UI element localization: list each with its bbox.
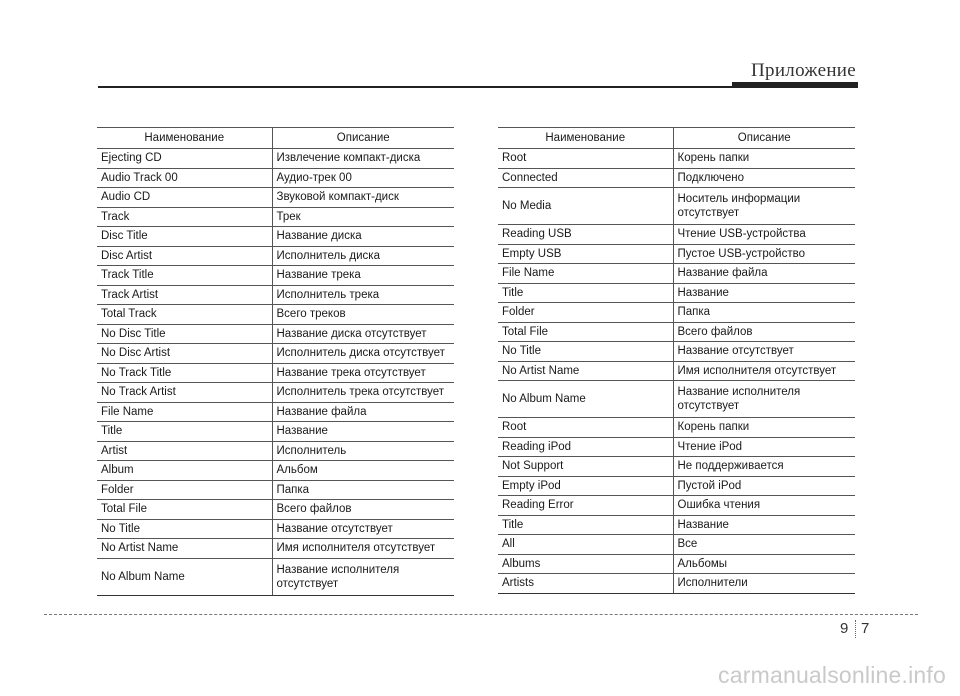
left-table-body xyxy=(97,149,454,596)
term-name-cell: No Title xyxy=(498,342,673,362)
table-row xyxy=(498,168,855,188)
watermark-text: carmanualsonline.info xyxy=(718,662,946,688)
table-row xyxy=(498,244,855,264)
term-name-cell: Album xyxy=(97,461,272,481)
table-row xyxy=(97,480,454,500)
footer-dashed-rule xyxy=(44,614,918,615)
term-name-cell: Reading Error xyxy=(498,496,673,516)
term-name-cell: Artist xyxy=(97,441,272,461)
term-name-cell: All xyxy=(498,535,673,555)
table-row xyxy=(498,381,855,418)
table-header-row xyxy=(97,128,454,149)
term-name-cell: Track Title xyxy=(97,266,272,286)
term-name-cell: Track xyxy=(97,207,272,227)
term-description-cell: Название диска отсутствует xyxy=(272,324,454,344)
table-row xyxy=(97,500,454,520)
table-row xyxy=(498,303,855,323)
term-name-cell: No Media xyxy=(498,188,673,225)
term-name-cell: Root xyxy=(498,149,673,169)
table-header-row xyxy=(498,128,855,149)
header-tab-bar xyxy=(732,82,858,88)
term-description-cell: Чтение USB-устройства xyxy=(673,225,855,245)
term-description-cell: Название отсутствует xyxy=(673,342,855,362)
term-description-cell: Извлечение компакт-диска xyxy=(272,149,454,169)
term-name-cell: Reading iPod xyxy=(498,437,673,457)
term-description-cell: Название исполнителя отсутствует xyxy=(673,381,855,418)
term-description-cell: Название xyxy=(272,422,454,442)
term-description-cell: Название трека отсутствует xyxy=(272,363,454,383)
table-row xyxy=(97,149,454,169)
term-name-cell: No Track Artist xyxy=(97,383,272,403)
term-description-cell: Носитель информации отсутствует xyxy=(673,188,855,225)
term-name-cell: Artists xyxy=(498,574,673,594)
term-description-cell: Исполнитель трека отсутствует xyxy=(272,383,454,403)
page-number: 7 xyxy=(861,620,870,637)
table-row xyxy=(498,361,855,381)
term-name-cell: Title xyxy=(97,422,272,442)
table-row xyxy=(498,264,855,284)
table-row xyxy=(498,496,855,516)
term-name-cell: No Disc Artist xyxy=(97,344,272,364)
table-row xyxy=(97,246,454,266)
table-row xyxy=(97,441,454,461)
term-description-cell: Имя исполнителя отсутствует xyxy=(673,361,855,381)
table-row xyxy=(97,168,454,188)
term-description-cell: Чтение iPod xyxy=(673,437,855,457)
table-row xyxy=(498,476,855,496)
table-row xyxy=(97,402,454,422)
table-row xyxy=(498,342,855,362)
table-row xyxy=(97,305,454,325)
term-name-cell: Disc Title xyxy=(97,227,272,247)
term-description-cell: Папка xyxy=(673,303,855,323)
table-row xyxy=(97,461,454,481)
table-row xyxy=(97,539,454,559)
table-row xyxy=(498,457,855,477)
term-description-cell: Всего файлов xyxy=(272,500,454,520)
term-name-cell: No Artist Name xyxy=(97,539,272,559)
term-description-cell: Название xyxy=(673,515,855,535)
term-name-cell: No Artist Name xyxy=(498,361,673,381)
term-description-cell: Исполнитель диска xyxy=(272,246,454,266)
table-row xyxy=(498,283,855,303)
table-row xyxy=(498,437,855,457)
term-name-cell: Reading USB xyxy=(498,225,673,245)
term-description-cell: Звуковой компакт-диск xyxy=(272,188,454,208)
term-name-cell: Title xyxy=(498,283,673,303)
term-description-cell: Исполнитель диска отсутствует xyxy=(272,344,454,364)
term-name-cell: No Album Name xyxy=(97,558,272,595)
table-row xyxy=(498,535,855,555)
term-description-cell: Название исполнителя отсутствует xyxy=(272,558,454,595)
term-name-cell: No Album Name xyxy=(498,381,673,418)
term-description-cell: Ошибка чтения xyxy=(673,496,855,516)
term-description-cell: Имя исполнителя отсутствует xyxy=(272,539,454,559)
term-name-cell: Audio CD xyxy=(97,188,272,208)
table-row xyxy=(97,285,454,305)
term-name-cell: Not Support xyxy=(498,457,673,477)
table-row xyxy=(498,515,855,535)
right-table-body xyxy=(498,149,855,594)
table-row xyxy=(97,344,454,364)
term-name-cell: Total File xyxy=(97,500,272,520)
term-description-cell: Название трека xyxy=(272,266,454,286)
term-name-cell: Total Track xyxy=(97,305,272,325)
term-description-cell: Не поддерживается xyxy=(673,457,855,477)
term-name-cell: Empty iPod xyxy=(498,476,673,496)
term-description-cell: Подключено xyxy=(673,168,855,188)
term-description-cell: Трек xyxy=(272,207,454,227)
term-description-cell: Корень папки xyxy=(673,418,855,438)
term-description-cell: Название файла xyxy=(673,264,855,284)
table-row xyxy=(97,383,454,403)
table-row xyxy=(498,322,855,342)
term-name-cell: Connected xyxy=(498,168,673,188)
term-description-cell: Название xyxy=(673,283,855,303)
section-title: Приложение xyxy=(751,60,856,81)
table-row xyxy=(498,574,855,594)
term-description-cell: Папка xyxy=(272,480,454,500)
term-name-cell: Albums xyxy=(498,554,673,574)
term-name-cell: Track Artist xyxy=(97,285,272,305)
table-row xyxy=(97,558,454,595)
right-terms-table xyxy=(498,127,855,594)
table-row xyxy=(97,363,454,383)
term-description-cell: Корень папки xyxy=(673,149,855,169)
table-row xyxy=(97,188,454,208)
term-description-cell: Название файла xyxy=(272,402,454,422)
left-terms-table xyxy=(97,127,454,596)
table-row xyxy=(498,149,855,169)
term-name-cell: Ejecting CD xyxy=(97,149,272,169)
page-chapter-number: 9 xyxy=(840,620,849,637)
table-row xyxy=(97,324,454,344)
page-number-separator xyxy=(855,620,856,638)
term-name-cell: File Name xyxy=(97,402,272,422)
term-name-cell: Empty USB xyxy=(498,244,673,264)
term-description-cell: Аудио-трек 00 xyxy=(272,168,454,188)
table-row xyxy=(97,207,454,227)
table-row xyxy=(498,188,855,225)
term-description-cell: Альбомы xyxy=(673,554,855,574)
term-name-cell: No Title xyxy=(97,519,272,539)
term-name-cell: No Track Title xyxy=(97,363,272,383)
column-header-name: Наименование xyxy=(498,128,673,149)
column-header-description: Описание xyxy=(272,128,454,149)
term-description-cell: Исполнитель xyxy=(272,441,454,461)
term-name-cell: Root xyxy=(498,418,673,438)
table-row xyxy=(498,418,855,438)
term-description-cell: Исполнитель трека xyxy=(272,285,454,305)
term-name-cell: Total File xyxy=(498,322,673,342)
term-description-cell: Пустое USB-устройство xyxy=(673,244,855,264)
table-row xyxy=(97,266,454,286)
column-header-description: Описание xyxy=(673,128,855,149)
table-row xyxy=(498,225,855,245)
term-description-cell: Все xyxy=(673,535,855,555)
column-header-name: Наименование xyxy=(97,128,272,149)
term-name-cell: File Name xyxy=(498,264,673,284)
term-name-cell: Title xyxy=(498,515,673,535)
term-name-cell: Folder xyxy=(97,480,272,500)
term-description-cell: Альбом xyxy=(272,461,454,481)
table-row xyxy=(97,519,454,539)
term-description-cell: Название диска xyxy=(272,227,454,247)
table-row xyxy=(97,227,454,247)
term-name-cell: Folder xyxy=(498,303,673,323)
term-description-cell: Всего файлов xyxy=(673,322,855,342)
term-name-cell: No Disc Title xyxy=(97,324,272,344)
term-description-cell: Всего треков xyxy=(272,305,454,325)
term-description-cell: Название отсутствует xyxy=(272,519,454,539)
table-row xyxy=(97,422,454,442)
term-description-cell: Пустой iPod xyxy=(673,476,855,496)
term-description-cell: Исполнители xyxy=(673,574,855,594)
table-row xyxy=(498,554,855,574)
term-name-cell: Disc Artist xyxy=(97,246,272,266)
term-name-cell: Audio Track 00 xyxy=(97,168,272,188)
